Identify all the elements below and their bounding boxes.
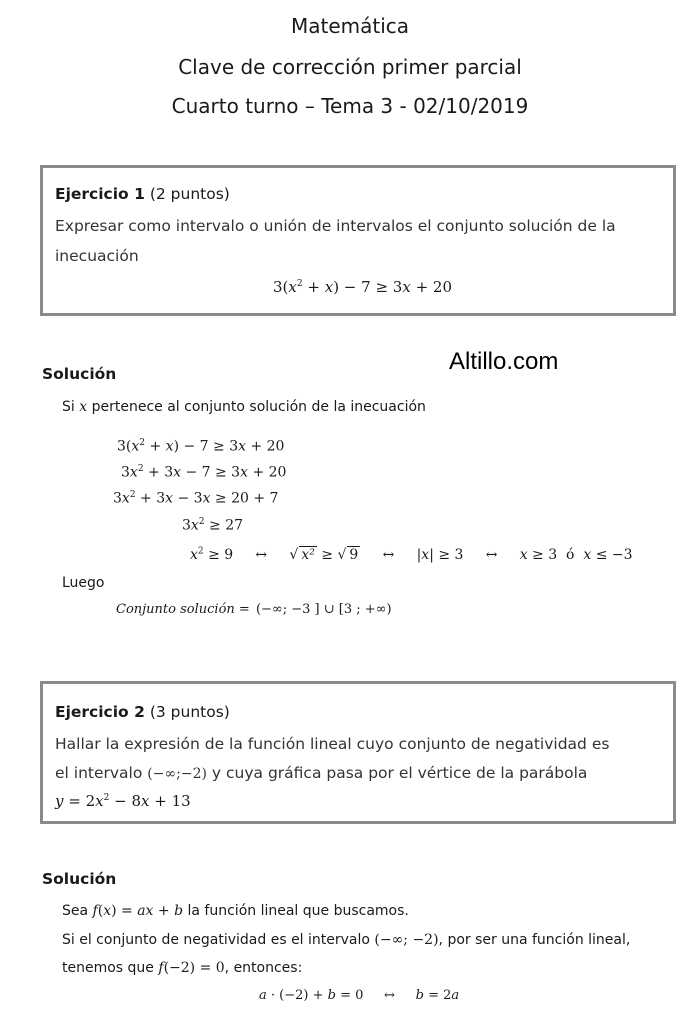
exercise-1-points: (2 puntos) <box>149 185 230 203</box>
solution-1-intro: Si x pertenece al conjunto solución de la inecuación <box>62 399 426 415</box>
exercise-2-title: Ejercicio 2 <box>55 703 145 721</box>
solution-1-step-1: $3(x^2 + x) - 7 \ge 3x + 20$ <box>117 438 285 455</box>
solution-1-result: Conjunto solución = (−∞; −3 ] ∪ [3 ; +∞) <box>116 602 392 617</box>
solution-1-heading: Solución <box>42 365 117 383</box>
solution-2-line-2: Si el conjunto de negatividad es el intervalo (−∞; −2), por ser una función lineal, <box>62 932 631 948</box>
exercise-1-statement-line1: Expresar como intervalo o unión de intervalos el conjunto solución de la <box>55 217 616 235</box>
exercise-2-points: (3 puntos) <box>149 703 230 721</box>
doc-subject: Matemática <box>290 14 410 38</box>
solution-2-line-1: Sea f(x) = ax + b la función lineal que buscamos. <box>62 903 409 919</box>
solution-2-equation: a · (−2) + b = 0 ↔ b = 2a <box>259 988 460 1003</box>
doc-subtitle: Cuarto turno – Tema 3 - 02/10/2019 <box>171 94 529 118</box>
exercise-2-statement-line2: el intervalo (−∞;−2) y cuya gráfica pasa por el vértice de la parábola <box>55 764 588 782</box>
exercise-2-box <box>40 681 676 824</box>
exercise-2-heading <box>55 698 230 727</box>
solution-2-heading: Solución <box>42 870 117 888</box>
solution-2-line-3: tenemos que f(−2) = 0, entonces: <box>62 960 303 976</box>
exercise-1-title: Ejercicio 1 <box>55 185 145 203</box>
solution-1-step-5: $x^2 \ge 9$ ↔ √ x² ≥ √ 9 ↔ |x| ≥ 3 ↔ x ≥ 3 ó x ≤ −3 <box>190 546 633 563</box>
solution-1-luego: Luego <box>62 575 105 591</box>
exercise-1-inequality: $3(x^2 + x) - 7 \ge 3x + 20$ <box>273 278 453 296</box>
watermark: Altillo.com <box>449 348 559 375</box>
exercise-1-box <box>40 165 676 316</box>
doc-title: Clave de corrección primer parcial <box>178 55 522 79</box>
exercise-2-statement-line1: Hallar la expresión de la función lineal cuyo conjunto de negatividad es <box>55 735 610 753</box>
exercise-2-parabola: $y = 2x^2 - 8x + 13$ <box>55 792 191 810</box>
exercise-1-statement-line2: inecuación <box>55 247 139 265</box>
solution-1-step-4: $3x^2 \ge 27$ <box>182 517 244 534</box>
exercise-1-heading <box>55 180 230 209</box>
solution-1-step-3: $3x^2 + 3x - 3x \ge 20 + 7$ <box>113 490 279 507</box>
solution-1-step-2: $3x^2 + 3x - 7 \ge 3x + 20$ <box>121 464 287 481</box>
